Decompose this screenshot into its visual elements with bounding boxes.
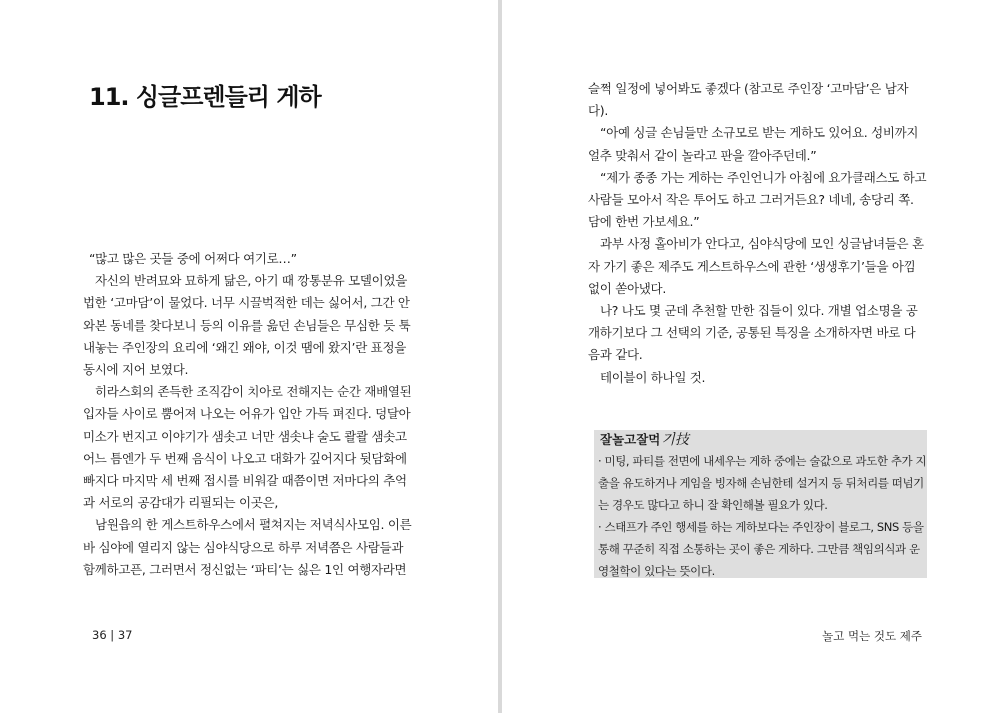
tip-item: · 미팅, 파티를 전면에 내세우는 게하 중에는 술값으로 과도한 추가 지출을 유도하거나 게임을 빙자해 손님한테 설거지 등 뒤처리를 떠넘기는 경우도 많다고 하니 잘 확인해볼 필요가 있다. bbox=[598, 454, 927, 512]
book-title: 놀고 먹는 것도 제주 bbox=[822, 629, 922, 643]
right-body-text bbox=[588, 78, 927, 389]
paragraph: “아예 싱글 손님들만 소규모로 받는 게하도 있어요. 성비까지 얼추 맞춰서 같이 놀라고 판을 깔아주던데.” bbox=[588, 125, 919, 163]
paragraph: “제가 종종 가는 게하는 주인언니가 아침에 요가클래스도 하고 사람들 모아서 작은 투어도 하고 그러거든요? 네네, 송당리 쪽. 담에 한번 가보세요.” bbox=[588, 169, 927, 230]
paragraph: 자신의 반려묘와 묘하게 닮은, 아기 때 깡통분유 모델이었을 법한 ‘고마담’이 물었다. 너무 시끌벅적한 데는 싫어서, 그간 안 와본 동네를 찾다보니 등의 이유를 읊던 손님들은 무심한 듯 툭 내놓는 주인장의 요리에 ‘왜긴 왜야, 이것 땜에 왔지’란 표정을 동시에 지어 보였다. bbox=[83, 273, 411, 378]
chapter-title: 11. 싱글프렌들리 게하 bbox=[89, 83, 321, 111]
left-body-text bbox=[83, 248, 418, 581]
left-page bbox=[0, 0, 498, 713]
tip-box-text bbox=[598, 450, 927, 582]
paragraph: 나? 나도 몇 군데 추천할 만한 집들이 있다. 개별 업소명을 공개하기보다 그 선택의 기준, 공통된 특징을 소개하자면 바로 다음과 같다. bbox=[588, 303, 918, 363]
paragraph: 과부 사정 홀아비가 안다고, 심야식당에 모인 싱글남녀들은 혼자 가기 좋은 제주도 게스트하우스에 관한 ‘생생후기’들을 아낌없이 쏟아냈다. bbox=[588, 236, 924, 296]
paragraph: 히라스회의 존득한 조직감이 치아로 전해지는 순간 재배열된 입자들 사이로 뿜어져 나오는 어유가 입안 가득 펴진다. 덩달아 미소가 번지고 이야기가 샘솟고 너만 샘솟냐 술도 콸콸 샘솟고 어느 틈엔가 두 번째 음식이 나오고 대화가 깊어지다 뒷담화에 빠지다 마지막 세 번째 접시를 비워갈 때쯤이면 저마다의 추억과 서로의 공감대가 리필되는 이곳은, bbox=[83, 384, 412, 511]
page-numbers: 36 | 37 bbox=[92, 628, 133, 642]
paragraph: 테이블이 하나일 것. bbox=[600, 369, 706, 385]
paragraph: 남원읍의 한 게스트하우스에서 펼쳐지는 저녁식사모임. 이른바 심야에 열리지 않는 심야식당으로 하루 저녁쯤은 사람들과 함께하고픈, 그러면서 정신없는 ‘파티’는 싫은 1인 여행자라면 bbox=[83, 517, 412, 577]
paragraph: “많고 많은 곳들 중에 어쩌다 여기로…” bbox=[89, 251, 297, 266]
tip-box-title-text: 잘놀고잘먹 bbox=[600, 432, 661, 447]
paragraph: 슬쩍 일정에 넣어봐도 좋겠다 (참고로 주인장 ‘고마담’은 남자다). bbox=[588, 81, 909, 119]
right-page bbox=[502, 0, 1000, 713]
tip-box bbox=[594, 430, 927, 578]
tip-box-title bbox=[598, 430, 927, 450]
tip-item: · 스태프가 주인 행세를 하는 게하보다는 주인장이 블로그, SNS 등을 통해 꾸준히 직접 소통하는 곳이 좋은 게하다. 그만큼 책임의식과 운영철학이 있다는 뜻이다. bbox=[598, 520, 924, 578]
tip-box-title-hanja: 기技 bbox=[661, 432, 689, 448]
